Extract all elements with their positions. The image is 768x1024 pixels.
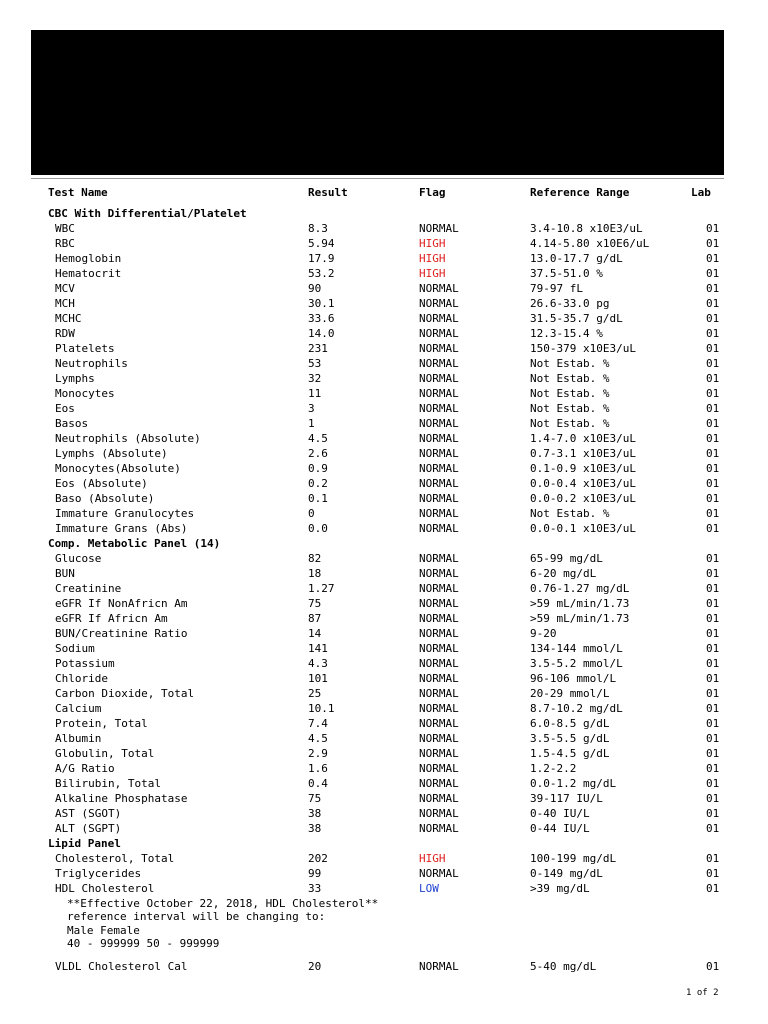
lab-code: 01 <box>706 807 720 820</box>
reference-range: 0.7-3.1 x10E3/uL <box>530 447 636 460</box>
lab-code: 01 <box>706 462 720 475</box>
test-result: 8.3 <box>308 222 328 235</box>
test-name: Platelets <box>55 342 115 355</box>
reference-range: 31.5-35.7 g/dL <box>530 312 623 325</box>
test-flag: NORMAL <box>419 792 459 805</box>
lab-code: 01 <box>706 432 720 445</box>
test-flag: NORMAL <box>419 222 459 235</box>
table-row <box>0 731 768 746</box>
lab-code: 01 <box>706 357 720 370</box>
test-result: 5.94 <box>308 237 335 250</box>
col-header-test-name: Test Name <box>48 186 108 199</box>
test-result: 11 <box>308 387 322 400</box>
table-row <box>0 626 768 641</box>
test-name: eGFR If NonAfricn Am <box>55 597 188 610</box>
test-name: Eos <box>55 402 75 415</box>
reference-range: >39 mg/dL <box>530 882 590 895</box>
test-result: 1.6 <box>308 762 328 775</box>
reference-range: 0.0-0.2 x10E3/uL <box>530 492 636 505</box>
lab-code: 01 <box>706 237 720 250</box>
test-name: Lymphs <box>55 372 95 385</box>
test-name: Immature Grans (Abs) <box>55 522 188 535</box>
lab-code: 01 <box>706 492 720 505</box>
test-result: 0 <box>308 507 315 520</box>
test-flag: NORMAL <box>419 597 459 610</box>
lab-code: 01 <box>706 447 720 460</box>
lab-code: 01 <box>706 342 720 355</box>
lab-code: 01 <box>706 822 720 835</box>
test-name: Glucose <box>55 552 102 565</box>
table-row <box>0 311 768 326</box>
section-heading <box>0 836 768 851</box>
test-flag: HIGH <box>419 252 446 265</box>
test-flag: NORMAL <box>419 447 459 460</box>
test-result: 53 <box>308 357 322 370</box>
test-flag: NORMAL <box>419 657 459 670</box>
test-name: WBC <box>55 222 75 235</box>
test-flag: NORMAL <box>419 432 459 445</box>
hdl-note-line: **Effective October 22, 2018, HDL Cholesterol** <box>67 897 379 910</box>
test-name: BUN <box>55 567 75 580</box>
test-result: 90 <box>308 282 322 295</box>
lab-code: 01 <box>706 597 720 610</box>
reference-range: 5-40 mg/dL <box>530 960 597 973</box>
test-result: 82 <box>308 552 322 565</box>
reference-range: >59 mL/min/1.73 <box>530 597 630 610</box>
test-flag: NORMAL <box>419 492 459 505</box>
hdl-note-line: Male Female <box>67 923 140 937</box>
test-flag: HIGH <box>419 237 446 250</box>
test-flag: NORMAL <box>419 672 459 685</box>
section-heading <box>0 536 768 551</box>
table-row <box>0 791 768 806</box>
reference-range: Not Estab. % <box>530 387 610 400</box>
test-flag: HIGH <box>419 852 446 865</box>
test-flag: NORMAL <box>419 342 459 355</box>
table-row <box>0 959 768 974</box>
test-name: Basos <box>55 417 89 430</box>
test-name: RDW <box>55 327 75 340</box>
test-result: 87 <box>308 612 322 625</box>
table-row <box>0 371 768 386</box>
col-header-reference-range: Reference Range <box>530 186 630 199</box>
test-result: 32 <box>308 372 322 385</box>
test-flag: NORMAL <box>419 807 459 820</box>
test-result: 4.3 <box>308 657 328 670</box>
reference-range: 9-20 <box>530 627 557 640</box>
test-flag: NORMAL <box>419 327 459 340</box>
header-divider <box>31 178 724 179</box>
table-row <box>0 386 768 401</box>
table-row <box>0 596 768 611</box>
test-result: 25 <box>308 687 322 700</box>
test-name: Neutrophils (Absolute) <box>55 432 201 445</box>
lab-code: 01 <box>706 702 720 715</box>
reference-range: 0-40 IU/L <box>530 807 590 820</box>
reference-range: 150-379 x10E3/uL <box>530 342 636 355</box>
test-flag: NORMAL <box>419 312 459 325</box>
col-header-flag: Flag <box>419 186 446 199</box>
table-row <box>0 866 768 881</box>
lab-code: 01 <box>706 567 720 580</box>
table-row <box>0 296 768 311</box>
reference-range: 37.5-51.0 % <box>530 267 603 280</box>
test-result: 4.5 <box>308 432 328 445</box>
table-row <box>0 851 768 866</box>
reference-range: 134-144 mmol/L <box>530 642 623 655</box>
test-flag: NORMAL <box>419 357 459 370</box>
lab-code: 01 <box>706 960 720 973</box>
test-name: eGFR If Africn Am <box>55 612 168 625</box>
table-row <box>0 356 768 371</box>
table-row <box>0 266 768 281</box>
test-name: BUN/Creatinine Ratio <box>55 627 188 640</box>
lab-code: 01 <box>706 612 720 625</box>
reference-range: 96-106 mmol/L <box>530 672 617 685</box>
reference-range: 65-99 mg/dL <box>530 552 603 565</box>
test-name: Globulin, Total <box>55 747 155 760</box>
col-header-lab: Lab <box>691 186 711 199</box>
lab-code: 01 <box>706 402 720 415</box>
test-flag: NORMAL <box>419 960 459 973</box>
lab-code: 01 <box>706 732 720 745</box>
test-flag: NORMAL <box>419 717 459 730</box>
reference-range: Not Estab. % <box>530 417 610 430</box>
test-result: 3 <box>308 402 315 415</box>
table-row <box>0 446 768 461</box>
test-result: 1.27 <box>308 582 335 595</box>
test-result: 101 <box>308 672 328 685</box>
lab-code: 01 <box>706 762 720 775</box>
lab-code: 01 <box>706 792 720 805</box>
test-result: 17.9 <box>308 252 335 265</box>
test-name: Triglycerides <box>55 867 142 880</box>
test-name: Chloride <box>55 672 108 685</box>
reference-range: 0.0-1.2 mg/dL <box>530 777 617 790</box>
test-name: HDL Cholesterol <box>55 882 155 895</box>
reference-range: 1.5-4.5 g/dL <box>530 747 610 760</box>
test-result: 2.6 <box>308 447 328 460</box>
test-flag: NORMAL <box>419 387 459 400</box>
lab-code: 01 <box>706 867 720 880</box>
lab-code: 01 <box>706 252 720 265</box>
test-flag: NORMAL <box>419 762 459 775</box>
test-result: 18 <box>308 567 322 580</box>
test-name: Hemoglobin <box>55 252 122 265</box>
table-row <box>0 776 768 791</box>
test-name: Monocytes(Absolute) <box>55 462 181 475</box>
reference-range: 0.0-0.1 x10E3/uL <box>530 522 636 535</box>
test-flag: NORMAL <box>419 507 459 520</box>
test-name: Carbon Dioxide, Total <box>55 687 195 700</box>
reference-range: 3.4-10.8 x10E3/uL <box>530 222 643 235</box>
test-flag: NORMAL <box>419 567 459 580</box>
reference-range: 6.0-8.5 g/dL <box>530 717 610 730</box>
table-row <box>0 761 768 776</box>
table-row <box>0 236 768 251</box>
table-row <box>0 341 768 356</box>
test-flag: NORMAL <box>419 777 459 790</box>
test-flag: NORMAL <box>419 687 459 700</box>
table-row <box>0 491 768 506</box>
test-result: 10.1 <box>308 702 335 715</box>
test-flag: NORMAL <box>419 552 459 565</box>
lab-code: 01 <box>706 582 720 595</box>
reference-range: 0.76-1.27 mg/dL <box>530 582 630 595</box>
lab-code: 01 <box>706 312 720 325</box>
table-row <box>0 611 768 626</box>
table-row <box>0 656 768 671</box>
table-row <box>0 221 768 236</box>
test-flag: NORMAL <box>419 522 459 535</box>
lab-code: 01 <box>706 687 720 700</box>
test-name: Creatinine <box>55 582 122 595</box>
test-name: Baso (Absolute) <box>55 492 155 505</box>
lab-code: 01 <box>706 852 720 865</box>
test-flag: NORMAL <box>419 867 459 880</box>
reference-range: 13.0-17.7 g/dL <box>530 252 623 265</box>
test-name: Neutrophils <box>55 357 128 370</box>
test-name: Hematocrit <box>55 267 122 280</box>
test-flag: NORMAL <box>419 642 459 655</box>
table-row <box>0 251 768 266</box>
reference-range: 6-20 mg/dL <box>530 567 597 580</box>
hdl-note-line: 40 - 999999 50 - 999999 <box>67 936 220 950</box>
lab-code: 01 <box>706 522 720 535</box>
test-flag: NORMAL <box>419 732 459 745</box>
table-row <box>0 566 768 581</box>
reference-range: 0-149 mg/dL <box>530 867 603 880</box>
table-row <box>0 521 768 536</box>
table-row <box>0 716 768 731</box>
test-name: MCV <box>55 282 75 295</box>
reference-range: Not Estab. % <box>530 357 610 370</box>
test-flag: NORMAL <box>419 822 459 835</box>
test-flag: NORMAL <box>419 477 459 490</box>
table-row <box>0 821 768 836</box>
test-name: Sodium <box>55 642 95 655</box>
test-result: 7.4 <box>308 717 328 730</box>
reference-range: 12.3-15.4 % <box>530 327 603 340</box>
lab-code: 01 <box>706 222 720 235</box>
table-row <box>0 461 768 476</box>
section-title: Lipid Panel <box>48 837 121 850</box>
table-row <box>0 401 768 416</box>
lab-code: 01 <box>706 297 720 310</box>
test-result: 0.9 <box>308 462 328 475</box>
lab-code: 01 <box>706 717 720 730</box>
test-result: 38 <box>308 822 322 835</box>
test-result: 2.9 <box>308 747 328 760</box>
reference-range: 100-199 mg/dL <box>530 852 617 865</box>
reference-range: 0.0-0.4 x10E3/uL <box>530 477 636 490</box>
test-result: 33.6 <box>308 312 335 325</box>
reference-range: Not Estab. % <box>530 507 610 520</box>
lab-code: 01 <box>706 642 720 655</box>
lab-code: 01 <box>706 672 720 685</box>
reference-range: 1.2-2.2 <box>530 762 577 775</box>
test-result: 99 <box>308 867 322 880</box>
test-name: A/G Ratio <box>55 762 115 775</box>
test-result: 38 <box>308 807 322 820</box>
reference-range: 26.6-33.0 pg <box>530 297 610 310</box>
reference-range: Not Estab. % <box>530 402 610 415</box>
test-flag: NORMAL <box>419 402 459 415</box>
page-number: 1 of 2 <box>686 988 719 998</box>
test-name: Alkaline Phosphatase <box>55 792 188 805</box>
test-name: Potassium <box>55 657 115 670</box>
lab-code: 01 <box>706 327 720 340</box>
test-result: 202 <box>308 852 328 865</box>
reference-range: 39-117 IU/L <box>530 792 603 805</box>
table-row <box>0 746 768 761</box>
table-row <box>0 581 768 596</box>
test-result: 0.0 <box>308 522 328 535</box>
test-result: 14.0 <box>308 327 335 340</box>
table-row <box>0 281 768 296</box>
table-row <box>0 416 768 431</box>
lab-code: 01 <box>706 882 720 895</box>
test-flag: NORMAL <box>419 297 459 310</box>
test-result: 75 <box>308 597 322 610</box>
section-title: Comp. Metabolic Panel (14) <box>48 537 221 550</box>
lab-code: 01 <box>706 282 720 295</box>
reference-range: 0-44 IU/L <box>530 822 590 835</box>
col-header-result: Result <box>308 186 348 199</box>
table-row <box>0 806 768 821</box>
test-flag: NORMAL <box>419 612 459 625</box>
table-row <box>0 881 768 896</box>
lab-code: 01 <box>706 507 720 520</box>
test-name: Cholesterol, Total <box>55 852 175 865</box>
test-result: 20 <box>308 960 322 973</box>
redacted-header-block <box>31 30 724 175</box>
reference-range: 3.5-5.5 g/dL <box>530 732 610 745</box>
table-row <box>0 326 768 341</box>
test-result: 30.1 <box>308 297 335 310</box>
test-name: Lymphs (Absolute) <box>55 447 168 460</box>
reference-range: 79-97 fL <box>530 282 583 295</box>
table-row <box>0 506 768 521</box>
test-flag: NORMAL <box>419 582 459 595</box>
lab-code: 01 <box>706 417 720 430</box>
reference-range: Not Estab. % <box>530 372 610 385</box>
test-result: 75 <box>308 792 322 805</box>
hdl-note-line: reference interval will be changing to: <box>67 910 326 924</box>
test-flag: NORMAL <box>419 702 459 715</box>
test-flag: NORMAL <box>419 372 459 385</box>
test-result: 4.5 <box>308 732 328 745</box>
lab-code: 01 <box>706 747 720 760</box>
column-header-row <box>0 185 768 200</box>
test-flag: NORMAL <box>419 747 459 760</box>
test-name: Monocytes <box>55 387 115 400</box>
reference-range: >59 mL/min/1.73 <box>530 612 630 625</box>
lab-code: 01 <box>706 627 720 640</box>
lab-code: 01 <box>706 552 720 565</box>
test-name: Calcium <box>55 702 102 715</box>
lab-code: 01 <box>706 387 720 400</box>
test-flag: NORMAL <box>419 627 459 640</box>
section-title: CBC With Differential/Platelet <box>48 207 247 220</box>
test-result: 1 <box>308 417 315 430</box>
test-result: 33 <box>308 882 322 895</box>
reference-range: 8.7-10.2 mg/dL <box>530 702 623 715</box>
test-name: Eos (Absolute) <box>55 477 148 490</box>
reference-range: 3.5-5.2 mmol/L <box>530 657 623 670</box>
test-name: VLDL Cholesterol Cal <box>55 960 188 973</box>
test-flag: NORMAL <box>419 462 459 475</box>
test-result: 53.2 <box>308 267 335 280</box>
test-name: Immature Granulocytes <box>55 507 195 520</box>
test-result: 141 <box>308 642 328 655</box>
test-result: 0.1 <box>308 492 328 505</box>
lab-code: 01 <box>706 267 720 280</box>
test-flag: NORMAL <box>419 282 459 295</box>
test-name: MCHC <box>55 312 82 325</box>
test-result: 0.4 <box>308 777 328 790</box>
test-name: Bilirubin, Total <box>55 777 161 790</box>
table-row <box>0 641 768 656</box>
test-name: RBC <box>55 237 75 250</box>
test-result: 0.2 <box>308 477 328 490</box>
reference-range: 0.1-0.9 x10E3/uL <box>530 462 636 475</box>
test-name: ALT (SGPT) <box>55 822 122 835</box>
test-name: Albumin <box>55 732 102 745</box>
test-result: 231 <box>308 342 328 355</box>
test-name: Protein, Total <box>55 717 148 730</box>
table-row <box>0 686 768 701</box>
section-heading <box>0 206 768 221</box>
table-row <box>0 476 768 491</box>
test-result: 14 <box>308 627 322 640</box>
table-row <box>0 551 768 566</box>
table-row <box>0 431 768 446</box>
table-row <box>0 701 768 716</box>
reference-range: 4.14-5.80 x10E6/uL <box>530 237 650 250</box>
lab-code: 01 <box>706 777 720 790</box>
table-row <box>0 671 768 686</box>
test-flag: HIGH <box>419 267 446 280</box>
reference-range: 1.4-7.0 x10E3/uL <box>530 432 636 445</box>
lab-code: 01 <box>706 657 720 670</box>
test-flag: LOW <box>419 882 439 895</box>
lab-code: 01 <box>706 477 720 490</box>
reference-range: 20-29 mmol/L <box>530 687 610 700</box>
lab-code: 01 <box>706 372 720 385</box>
test-name: MCH <box>55 297 75 310</box>
test-name: AST (SGOT) <box>55 807 122 820</box>
test-flag: NORMAL <box>419 417 459 430</box>
